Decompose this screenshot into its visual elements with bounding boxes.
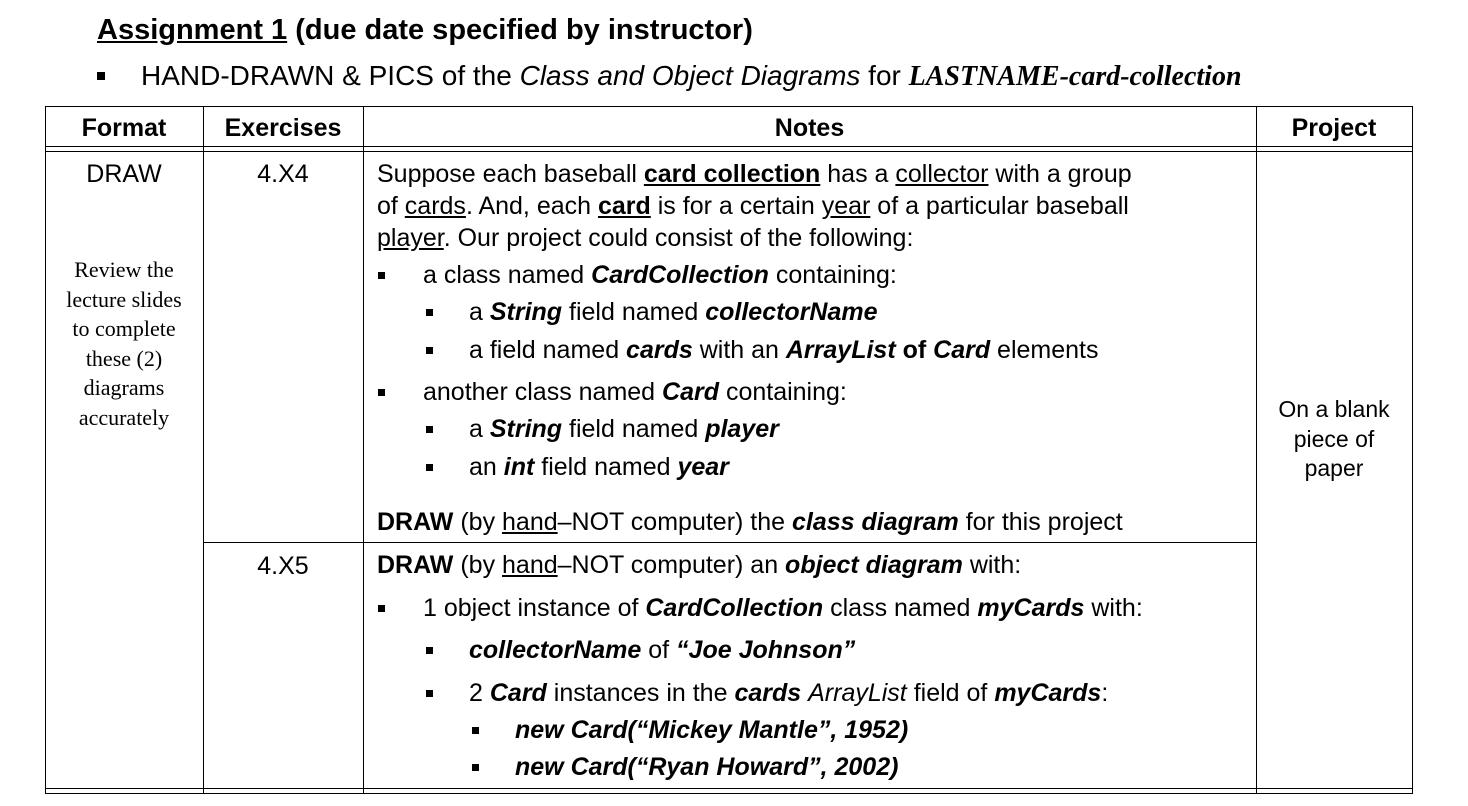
assignment-title-rest: (due date specified by instructor)	[287, 14, 753, 46]
bullet-icon	[426, 690, 433, 697]
format-label: DRAW	[86, 160, 162, 188]
note-draw-object: DRAW (by hand–NOT computer) an object diagram with:	[377, 551, 1022, 579]
note-bullet: an int field named year	[469, 453, 729, 481]
header-notes: Notes	[774, 114, 845, 142]
note-bullet: a String field named collectorName	[469, 298, 878, 326]
note-draw-class: DRAW (by hand–NOT computer) the class diagram for this project	[377, 508, 1123, 536]
bullet-icon	[426, 647, 433, 654]
assignment-table	[45, 106, 1413, 794]
note-card-1: new Card(“Mickey Mantle”, 1952)	[515, 716, 909, 744]
assignment-title-underlined: Assignment 1	[97, 14, 288, 46]
project-note: On a blank piece of paper	[1278, 396, 1390, 481]
note-line: of cards. And, each card is for a certain year of a particular baseball	[377, 192, 1129, 220]
note-card-2: new Card(“Ryan Howard”, 2002)	[515, 753, 899, 781]
note-bullet: collectorName of “Joe Johnson”	[469, 636, 856, 664]
note-bullet: 2 Card instances in the cards ArrayList field of myCards:	[469, 679, 1109, 707]
bullet-icon	[472, 764, 479, 771]
subtitle-part: for	[860, 60, 909, 91]
bullet-icon	[426, 309, 433, 316]
bullet-icon	[426, 426, 433, 433]
exercise-4x4: 4.X4	[257, 160, 309, 188]
bullet-icon	[426, 464, 433, 471]
subtitle-part: HAND-DRAWN & PICS of the	[141, 60, 520, 91]
subtitle-diagrams: Class and Object Diagrams	[519, 60, 861, 91]
note-line: Suppose each baseball card collection has a collector with a group	[377, 160, 1132, 188]
format-note: Review the lecture slides to complete these (2) diagrams accurately	[66, 257, 182, 430]
assignment-title	[97, 14, 753, 47]
header-format: Format	[81, 114, 167, 142]
note-line: player. Our project could consist of the following:	[377, 224, 914, 252]
bullet-icon	[97, 72, 105, 80]
assignment-subtitle	[97, 60, 1242, 93]
note-bullet: a String field named player	[469, 415, 779, 443]
note-bullet: another class named Card containing:	[423, 378, 847, 406]
note-bullet: 1 object instance of CardCollection class named myCards with:	[423, 594, 1143, 622]
subtitle-project-name: LASTNAME-card-collection	[908, 61, 1242, 92]
exercise-4x5: 4.X5	[257, 552, 309, 580]
bullet-icon	[378, 389, 385, 396]
bullet-icon	[378, 605, 385, 612]
bullet-icon	[472, 727, 479, 734]
header-project: Project	[1291, 114, 1377, 142]
header-exercises: Exercises	[224, 114, 342, 142]
note-bullet: a field named cards with an ArrayList of Card elements	[469, 336, 1099, 364]
note-bullet: a class named CardCollection containing:	[423, 261, 897, 289]
bullet-icon	[426, 347, 433, 354]
bullet-icon	[378, 272, 385, 279]
